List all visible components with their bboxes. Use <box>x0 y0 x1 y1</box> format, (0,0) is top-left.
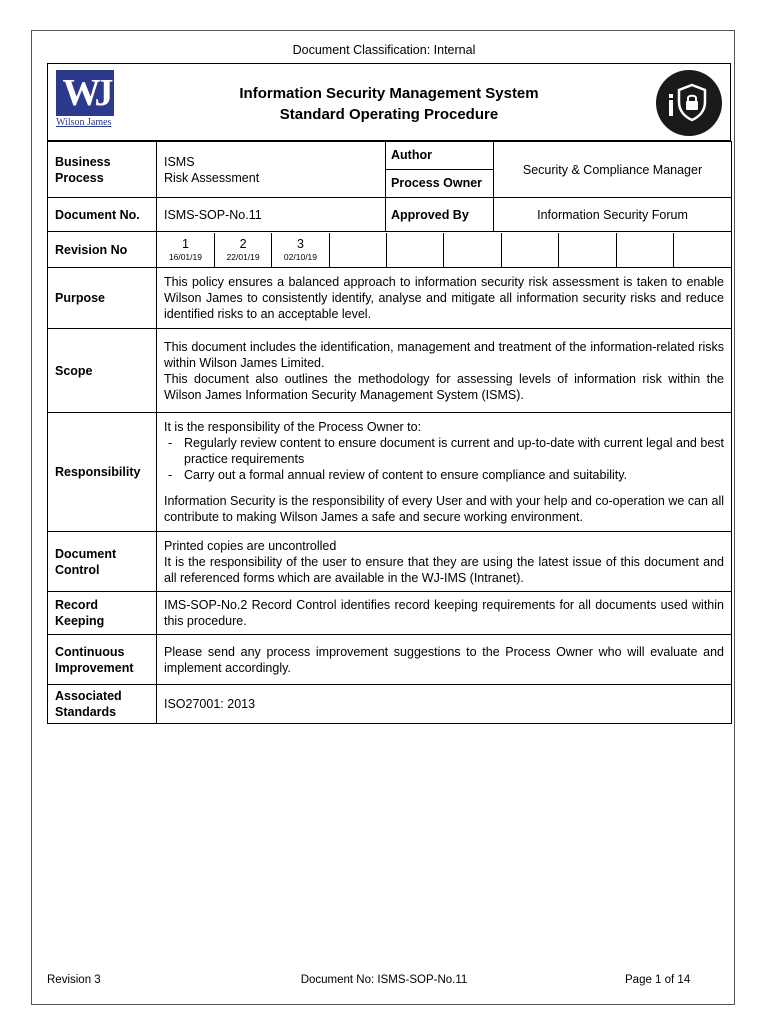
revision-grid <box>157 233 731 267</box>
scope-text-2: This document also outlines the methodology for assessing levels of information risk within the Wilson James Information Security Management System (ISMS). <box>164 371 724 402</box>
revision-empty-cell <box>501 233 558 267</box>
process-owner-label: Process Owner <box>391 176 483 190</box>
scope-label: Scope <box>48 329 157 413</box>
continuous-improvement-row <box>48 635 732 685</box>
shield-lock-icon <box>656 70 722 136</box>
responsibility-text <box>157 413 732 532</box>
business-process-label: Business Process <box>48 142 157 198</box>
purpose-label: Purpose <box>48 268 157 329</box>
revision-number: 1 <box>181 236 189 251</box>
revision-entry <box>157 233 214 267</box>
business-process-value <box>157 142 386 198</box>
revision-number: 3 <box>297 236 304 251</box>
document-no-label: Document No. <box>48 198 157 232</box>
revision-empty-cell <box>329 233 386 267</box>
document-classification: Document Classification: Internal <box>292 43 476 57</box>
revision-date: 02/10/19 <box>283 251 318 262</box>
revision-entry <box>272 233 329 267</box>
process-owner-value: Security & Compliance Manager <box>494 142 732 198</box>
document-control-label: Document Control <box>48 532 157 592</box>
revision-date: 16/01/19 <box>168 251 202 262</box>
footer-revision: Revision 3 <box>47 974 101 986</box>
record-keeping-row <box>48 592 732 635</box>
document-control-line-2: It is the responsibility of the user to ensure that they are using the latest issue of this document and all referenced forms which are available in the WJ-IMS (Intranet). <box>164 554 724 585</box>
purpose-row <box>48 268 732 329</box>
revision-grid-cell <box>157 232 732 268</box>
record-keeping-label: Record Keeping <box>48 592 157 635</box>
document-control-line-1: Printed copies are uncontrolled <box>164 538 337 553</box>
document-control-text <box>157 532 732 592</box>
title-line-2: Standard Operating Procedure <box>279 106 499 123</box>
scope-text-1: This document includes the identification, management and treatment of the information-related risks within Wilson James Limited. <box>164 339 724 370</box>
revision-number: 2 <box>239 236 247 251</box>
document-info-table <box>47 141 732 724</box>
logo-letters: WJ <box>62 72 108 114</box>
scope-text <box>157 329 732 413</box>
logo-text: Wilson James <box>56 117 112 128</box>
continuous-improvement-text: Please send any process improvement suggestions to the Process Owner who will evaluate and implement accordingly. <box>157 635 732 685</box>
author-owner-labels <box>386 142 494 198</box>
responsibility-label: Responsibility <box>48 413 157 532</box>
revision-entry <box>214 233 271 267</box>
revision-date: 22/01/19 <box>226 251 260 262</box>
revision-empty-cell <box>559 233 616 267</box>
business-process-value-line-1: ISMS <box>164 154 195 169</box>
revision-empty-cell <box>387 233 444 267</box>
footer-page-number: Page 1 of 14 <box>625 974 691 986</box>
title-line-1: Information Security Management System <box>239 85 539 102</box>
document-no-row <box>48 198 732 232</box>
document-no-value: ISMS-SOP-No.11 <box>157 198 386 232</box>
revision-empty-cell <box>616 233 673 267</box>
approved-by-value: Information Security Forum <box>494 198 732 232</box>
document-title <box>48 83 730 125</box>
footer-document-no: Document No: ISMS-SOP-No.11 <box>300 974 468 986</box>
list-item: - Regularly review content to ensure document is current and up-to-date with current legal and best practice requirements <box>164 435 724 467</box>
continuous-improvement-label: Continuous Improvement <box>48 635 157 685</box>
approved-by-label: Approved By <box>386 198 494 232</box>
list-item: - Carry out a formal annual review of content to ensure compliance and suitability. <box>164 467 724 483</box>
revision-no-label: Revision No <box>48 232 157 268</box>
business-process-row <box>48 142 732 198</box>
associated-standards-text: ISO27001: 2013 <box>157 685 732 724</box>
author-label: Author <box>386 142 493 170</box>
associated-standards-row <box>48 685 732 724</box>
responsibility-list <box>164 435 724 483</box>
revision-empty-cell <box>444 233 501 267</box>
record-keeping-text: IMS-SOP-No.2 Record Control identifies record keeping requirements for all documents used within this procedure. <box>157 592 732 635</box>
document-control-row <box>48 532 732 592</box>
responsibility-row <box>48 413 732 532</box>
responsibility-closing: Information Security is the responsibility of every User and with your help and co-operation we can all contribute to making Wilson James a safe and secure working environment. <box>164 494 724 524</box>
revision-row <box>48 232 732 268</box>
purpose-text: This policy ensures a balanced approach to information security risk assessment is taken to enable Wilson James to consistently identify, analyse and mitigate all information security risks and reduce identified risks to an acceptable level. <box>157 268 732 329</box>
scope-row <box>48 329 732 413</box>
revision-empty-cell <box>674 233 731 267</box>
associated-standards-label: Associated Standards <box>48 685 157 724</box>
responsibility-intro: It is the responsibility of the Process Owner to: <box>164 420 422 434</box>
business-process-value-line-2: Risk Assessment <box>164 170 260 185</box>
document-header <box>47 63 731 141</box>
